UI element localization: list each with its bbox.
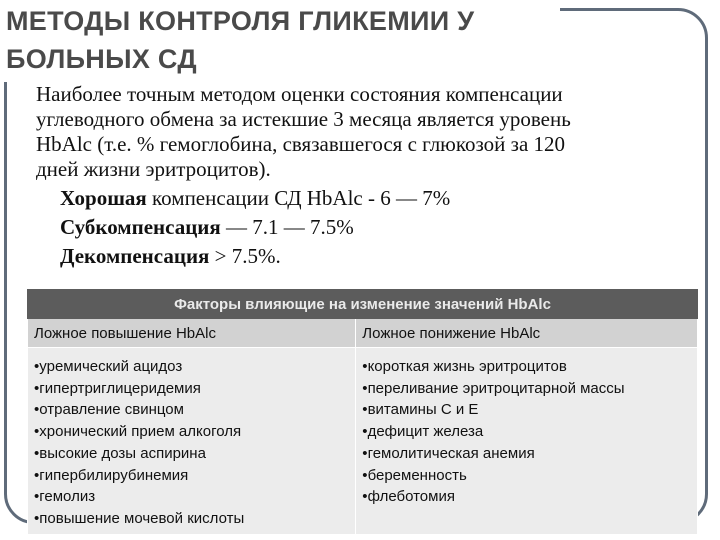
metric-term: Декомпенсация [60, 244, 210, 268]
table-header: Факторы влияющие на изменение значений HbAlc [28, 290, 698, 319]
metric-text: компенсации СД HbAlc - 6 — 7% [146, 186, 451, 210]
metric-good [36, 186, 698, 211]
title-box [0, 0, 560, 82]
intro-paragraph [36, 82, 698, 182]
paragraph-line: Наиболее точным методом оценки состояния компенсации [36, 82, 563, 106]
false-decrease-cell [356, 348, 698, 535]
slide-title [6, 2, 474, 78]
list-item: • высокие дозы аспирина [34, 443, 349, 465]
body-text [36, 82, 698, 269]
list-item: • повышение мочевой кислоты [34, 508, 349, 530]
paragraph-line: углеводного обмена за истекшие 3 месяца является уровень [36, 107, 571, 131]
title-line: БОЛЬНЫХ СД [6, 44, 197, 74]
list-item: • хронический прием алкоголя [34, 421, 349, 443]
list-item: • отравление свинцом [34, 399, 349, 421]
table-column-header-row [28, 319, 698, 348]
list-item: • гемолиз [34, 486, 349, 508]
list-item: • дефицит железа [362, 421, 691, 443]
list-item: • короткая жизнь эритроцитов [362, 356, 691, 378]
table-row [28, 348, 698, 535]
metric-text: — 7.1 — 7.5% [220, 215, 354, 239]
factors-table [27, 289, 698, 535]
list-item: • гемолитическая анемия [362, 443, 691, 465]
list-item: • уремический ацидоз [34, 356, 349, 378]
column-title-false-increase: Ложное повышение HbAlc [28, 319, 356, 348]
paragraph-line: дней жизни эритроцитов). [36, 157, 271, 181]
false-increase-cell [28, 348, 356, 535]
title-line: МЕТОДЫ КОНТРОЛЯ ГЛИКЕМИИ У [6, 6, 475, 36]
metric-decompensation [36, 244, 698, 269]
list-item: • гипербилирубинемия [34, 465, 349, 487]
paragraph-line: HbAlc (т.е. % гемоглобина, связавшегося с глюкозой за 120 [36, 132, 566, 156]
list-item: • флеботомия [362, 486, 691, 508]
list-item: • витамины С и Е [362, 399, 691, 421]
column-title-false-decrease: Ложное понижение HbAlc [356, 319, 698, 348]
false-increase-list [34, 356, 349, 530]
table-header-row [28, 290, 698, 319]
metric-subcompensation [36, 215, 698, 240]
metric-term: Хорошая [60, 186, 147, 210]
false-decrease-list [362, 356, 691, 508]
metric-text: > 7.5%. [209, 244, 281, 268]
list-item: • беременность [362, 465, 691, 487]
metric-term: Субкомпенсация [60, 215, 221, 239]
list-item: • гипертриглицеридемия [34, 378, 349, 400]
list-item: • переливание эритроцитарной массы [362, 378, 691, 400]
